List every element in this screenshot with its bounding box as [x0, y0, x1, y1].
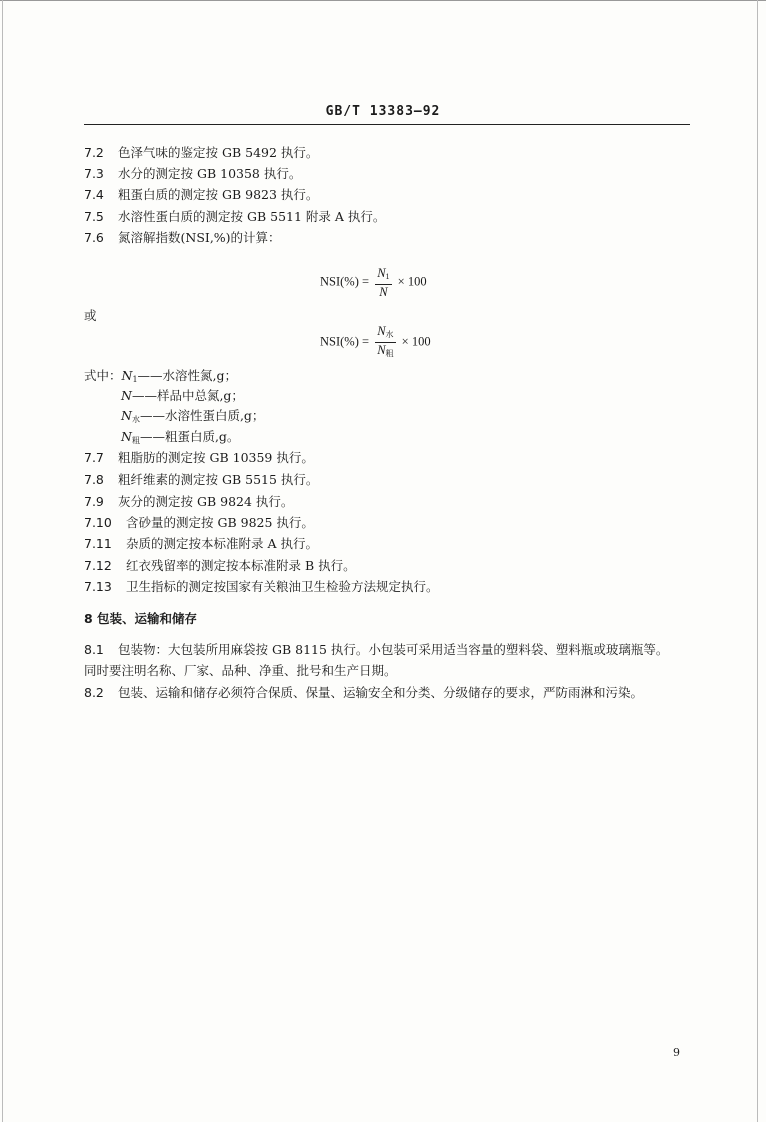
- numerator-symbol: N: [377, 266, 386, 280]
- item-7-13: [84, 577, 439, 595]
- def-subscript: 1: [132, 375, 138, 384]
- item-number: 7.3: [84, 166, 104, 181]
- item-text: 粗纤维素的测定按 GB 5515 执行。: [118, 472, 319, 487]
- item-number: 7.11: [84, 536, 112, 551]
- formula-lhs: NSI(%) =: [320, 274, 370, 289]
- item-number: 7.12: [84, 558, 112, 573]
- def-symbol: N: [121, 429, 132, 444]
- item-number: 7.7: [84, 450, 104, 465]
- item-text: 灰分的测定按 GB 9824 执行。: [118, 494, 294, 509]
- item-text: 杂质的测定按本标准附录 A 执行。: [126, 536, 318, 551]
- item-7-3: [84, 164, 301, 182]
- top-edge-line: [0, 0, 766, 1]
- item-number: 7.6: [84, 230, 104, 245]
- item-number: 7.5: [84, 209, 104, 224]
- formula-rhs: × 100: [397, 274, 427, 289]
- numerator-subscript: 1: [385, 272, 390, 281]
- where-def-2: [121, 386, 244, 404]
- item-7-10: [84, 513, 314, 531]
- right-edge-line: [757, 0, 758, 1122]
- numerator-subscript: 水: [385, 330, 394, 339]
- item-text: 水溶性蛋白质的测定按 GB 5511 附录 A 执行。: [118, 209, 386, 224]
- item-number: 7.13: [84, 579, 112, 594]
- item-7-11: [84, 534, 318, 552]
- denominator-symbol: N: [377, 343, 386, 357]
- item-8-1-continued: 同时要注明名称、厂家、品种、净重、批号和生产日期。: [84, 663, 397, 678]
- or-text: 或: [84, 308, 97, 323]
- def-text: ——粗蛋白质,g。: [139, 429, 240, 444]
- item-7-9: [84, 492, 293, 510]
- item-8-1: [84, 640, 668, 658]
- item-7-5: [84, 207, 385, 225]
- page-number: 9: [673, 1046, 680, 1059]
- item-text: 包装、运输和储存必须符合保质、保量、运输安全和分类、分级储存的要求，严防雨淋和污染。: [118, 685, 644, 700]
- header-rule: [84, 124, 690, 125]
- def-text: ——水溶性氮,g；: [137, 368, 238, 383]
- item-7-2: [84, 143, 318, 161]
- section-8-title: 8 包装、运输和储存: [84, 611, 198, 626]
- item-text: 含砂量的测定按 GB 9825 执行。: [126, 515, 314, 530]
- item-text: 水分的测定按 GB 10358 执行。: [118, 166, 302, 181]
- formula-fraction: [375, 266, 391, 299]
- def-subscript: 粗: [131, 436, 140, 445]
- def-subscript: 水: [131, 415, 140, 424]
- numerator-symbol: N: [377, 324, 386, 338]
- item-text: 粗脂肪的测定按 GB 10359 执行。: [118, 450, 314, 465]
- where-def-1: [84, 366, 237, 384]
- item-text: 卫生指标的测定按国家有关粮油卫生检验方法规定执行。: [126, 579, 439, 594]
- item-text: 包装物：大包装所用麻袋按 GB 8115 执行。小包装可采用适当容量的塑料袋、塑料瓶或玻璃瓶等。: [118, 642, 669, 657]
- item-number: 7.9: [84, 494, 104, 509]
- item-7-4: [84, 185, 318, 203]
- item-number: 7.8: [84, 472, 104, 487]
- item-7-7: [84, 448, 314, 466]
- document-header: GB/T 13383—92: [325, 104, 441, 119]
- item-number: 7.10: [84, 515, 112, 530]
- formula-fraction: [375, 324, 395, 361]
- where-def-3: [121, 406, 264, 425]
- item-text: 红衣残留率的测定按本标准附录 B 执行。: [126, 558, 356, 573]
- formula-lhs: NSI(%) =: [320, 334, 370, 349]
- nsi-formula-2: [320, 324, 431, 361]
- item-text: 色泽气味的鉴定按 GB 5492 执行。: [118, 145, 319, 160]
- left-edge-line: [2, 0, 3, 1122]
- item-7-12: [84, 556, 356, 574]
- item-7-6: [84, 228, 281, 246]
- where-def-4: [121, 427, 239, 446]
- def-symbol: N: [121, 408, 132, 423]
- where-label: 式中：: [84, 368, 122, 383]
- item-number: 7.4: [84, 187, 104, 202]
- denominator-subscript: 粗: [385, 349, 394, 358]
- item-text: 氮溶解指数(NSI,%)的计算：: [118, 230, 281, 245]
- nsi-formula-1: [320, 266, 427, 299]
- def-text: ——样品中总氮,g；: [131, 388, 244, 403]
- formula-rhs: × 100: [401, 334, 431, 349]
- denominator-symbol: N: [379, 285, 388, 299]
- item-number: 7.2: [84, 145, 104, 160]
- def-text: ——水溶性蛋白质,g；: [139, 408, 265, 423]
- item-8-2: [84, 683, 643, 701]
- def-symbol: N: [121, 368, 133, 383]
- item-text: 粗蛋白质的测定按 GB 9823 执行。: [118, 187, 319, 202]
- item-number: 8.2: [84, 685, 104, 700]
- item-7-8: [84, 470, 318, 488]
- def-symbol: N: [121, 388, 132, 403]
- item-number: 8.1: [84, 642, 104, 657]
